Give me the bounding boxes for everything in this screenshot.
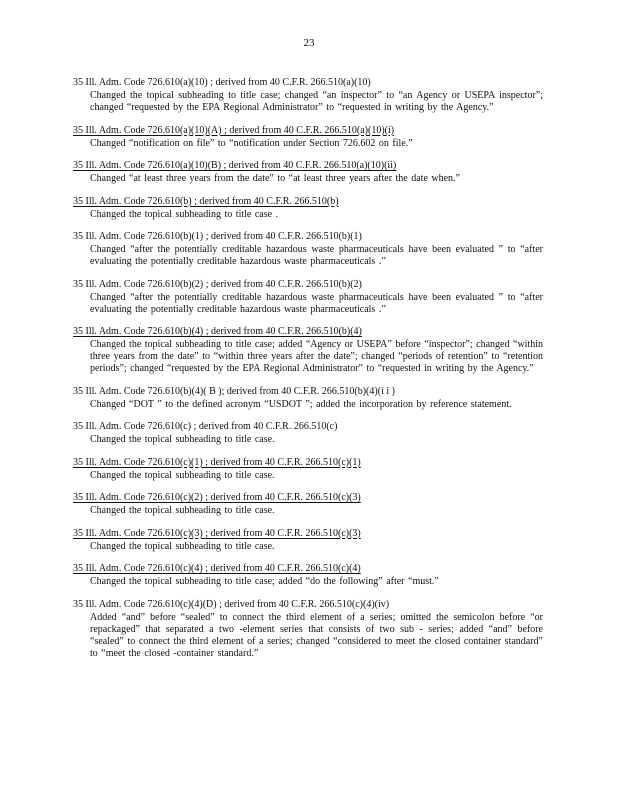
entry-citation: 35 Ill. Adm. Code 726.610(c)(4) ; derived from 40 C.F.R. 266.510(c)(4) xyxy=(73,563,361,574)
entry-citation: 35 Ill. Adm. Code 726.610(b)(1) ; derived from 40 C.F.R. 266.510(b)(1) xyxy=(73,231,362,242)
entry-citation: 35 Ill. Adm. Code 726.610(b)(4)( B ); derived from 40 C.F.R. 266.510(b)(4)(i i ) xyxy=(73,385,395,397)
entry-citation: 35 Ill. Adm. Code 726.610(c)(2) ; derived from 40 C.F.R. 266.510(c)(3) xyxy=(73,492,361,503)
entry-citation: 35 Ill. Adm. Code 726.610(b) ; derived from 40 C.F.R. 266.510(b) xyxy=(73,195,339,207)
entry-citation: 35 Ill. Adm. Code 726.610(c)(1) ; derived from 40 C.F.R. 266.510(c)(1) xyxy=(73,456,361,468)
derivation-entry xyxy=(73,120,543,150)
entry-description: Changed “after the potentially creditable hazardous waste pharmaceuticals have been evaluated ” to “after evaluating the potentially creditable hazardous waste pharmaceuticals .” xyxy=(90,291,543,315)
derivation-entry xyxy=(73,72,543,114)
entry-citation: 35 Ill. Adm. Code 726.610(b)(2) ; derived from 40 C.F.R. 266.510(b)(2) xyxy=(73,278,362,290)
derivation-entry xyxy=(73,155,543,185)
entry-description: Changed the topical subheading to title case . xyxy=(90,208,279,220)
derivation-entry xyxy=(73,416,543,446)
entry-description: Changed “after the potentially creditable hazardous waste pharmaceuticals have been evaluated ” to “after evaluating the potentially creditable hazardous waste pharmaceuticals .” xyxy=(90,244,543,267)
derivation-entry xyxy=(73,226,543,268)
entry-description: Changed the topical subheading to title case; added “Agency or USEPA” before “inspector”; changed “within three years from the date” to “within three years after the date”; changed “periods of retention” to “retention periods”; changed “requested by the EPA Regional Administrator” to “requested in writing by the Agency.” xyxy=(90,339,543,374)
entry-citation: 35 Ill. Adm. Code 726.610(b)(4) ; derived from 40 C.F.R. 266.510(b)(4) xyxy=(73,326,362,337)
entry-description: Changed the topical subheading to title case. xyxy=(90,469,275,481)
entry-citation: 35 Ill. Adm. Code 726.610(a)(10) ; derived from 40 C.F.R. 266.510(a)(10) xyxy=(73,77,371,88)
derivation-entry xyxy=(73,594,543,660)
entry-citation: 35 Ill. Adm. Code 726.610(a)(10)(A) ; derived from 40 C.F.R. 266.510(a)(10)(i) xyxy=(73,124,395,136)
derivation-entry xyxy=(73,274,543,316)
entry-description: Changed the topical subheading to title case. xyxy=(90,505,275,516)
derivation-entry xyxy=(73,558,543,588)
page-number: 23 xyxy=(303,37,315,49)
entry-description: Changed “DOT ” to the defined acronym “USDOT ”; added the incorporation by reference statement. xyxy=(90,398,512,410)
derivation-entry xyxy=(73,487,543,517)
derivation-entry xyxy=(73,321,543,375)
entry-description: Added “and” before “sealed” to connect the third element of a series; omitted the semicolon before “or repackaged” that separated a two -element series that consists of two sub - series; added “and” before “sealed” to connect the third element of a series; changed “considered to meet the closed container standard” to “meet the closed -container standard.” xyxy=(90,611,543,659)
derivation-entry xyxy=(73,523,543,553)
entry-description: Changed “notification on file” to “notification under Section 726.602 on file.” xyxy=(90,137,413,149)
entry-citation: 35 Ill. Adm. Code 726.610(c)(3) ; derived from 40 C.F.R. 266.510(c)(3) xyxy=(73,527,361,539)
entry-description: Changed the topical subheading to title case; added “do the following” after “must.” xyxy=(90,576,439,587)
derivation-entry xyxy=(73,381,543,411)
entry-description: Changed “at least three years from the date” to “at least three years after the date when.” xyxy=(90,173,460,184)
derivation-entries xyxy=(73,72,543,665)
entry-citation: 35 Ill. Adm. Code 726.610(a)(10)(B) ; derived from 40 C.F.R. 266.510(a)(10)(ii) xyxy=(73,160,397,171)
entry-description: Changed the topical subheading to title case. xyxy=(90,540,275,552)
entry-citation: 35 Ill. Adm. Code 726.610(c)(4)(D) ; derived from 40 C.F.R. 266.510(c)(4)(iv) xyxy=(73,598,390,610)
entry-description: Changed the topical subheading to title case. xyxy=(90,434,275,445)
entry-description: Changed the topical subheading to title case; changed “an inspector” to “an Agency or USEPA inspector”; changed “requested by the EPA Regional Administrator” to “requested in writing by the Agency.” xyxy=(90,90,543,113)
entry-citation: 35 Ill. Adm. Code 726.610(c) ; derived from 40 C.F.R. 266.510(c) xyxy=(73,421,338,432)
derivation-entry xyxy=(73,452,543,482)
derivation-entry xyxy=(73,191,543,221)
